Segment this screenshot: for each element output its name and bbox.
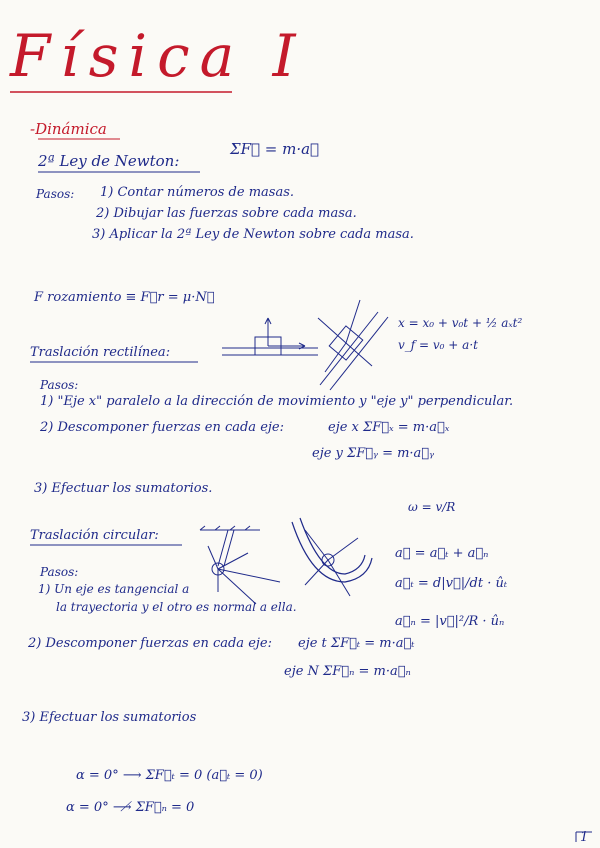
- paso-item: 3) Aplicar la 2ª Ley de Newton sobre cada masa.: [92, 227, 414, 242]
- tangential-acceleration: a⃗ₜ = d|v⃗|/dt · ûₜ: [395, 576, 508, 591]
- eje-x-equation: eje x ΣF⃗ₓ = m·a⃗ₓ: [328, 420, 450, 435]
- page-title: Física I: [10, 22, 306, 90]
- paso-item: 2) Descomponer fuerzas en cada eje:: [28, 636, 272, 651]
- paso-item: la trayectoria y el otro es normal a ella.: [56, 600, 297, 614]
- pasos-label: Pasos:: [40, 565, 79, 579]
- paso-item: 3) Efectuar los sumatorios.: [34, 481, 213, 496]
- newton-law-label: 2ª Ley de Newton:: [38, 152, 180, 170]
- dinamica-heading: -Dinámica: [30, 120, 107, 138]
- normal-acceleration: a⃗ₙ = |v⃗|²/R · ûₙ: [395, 614, 505, 629]
- eje-t-equation: eje t ΣF⃗ₜ = m·a⃗ₜ: [298, 636, 415, 651]
- pasos-label: Pasos:: [36, 187, 75, 201]
- alpha-zero-tangent: α = 0° ⟶ ΣF⃗ₜ = 0 (a⃗ₜ = 0): [76, 768, 263, 783]
- paso-item: 1) Contar números de masas.: [100, 185, 295, 200]
- pasos-label: Pasos:: [40, 378, 79, 392]
- friction-formula: F rozamiento ≡ F⃗r = μ·N⃗: [34, 290, 215, 305]
- eje-y-equation: eje y ΣF⃗ᵧ = m·a⃗ᵧ: [312, 446, 434, 461]
- circular-heading: Traslación circular:: [30, 528, 159, 543]
- paso-item: 2) Descomponer fuerzas en cada eje:: [40, 420, 284, 435]
- paso-item: 1) Un eje es tangencial a: [38, 582, 190, 596]
- page-number: 1: [580, 830, 589, 845]
- velocity-equation: v_f = v₀ + a·t: [398, 338, 478, 352]
- acceleration-total: a⃗ = a⃗ₜ + a⃗ₙ: [395, 546, 489, 561]
- alpha-zero-normal: α = 0° ⟶̸ ΣF⃗ₙ = 0: [66, 800, 195, 815]
- omega-equation: ω = v/R: [408, 500, 456, 514]
- rectilinear-heading: Traslación rectilínea:: [30, 345, 171, 360]
- paso-item: 3) Efectuar los sumatorios: [22, 710, 197, 725]
- paso-item: 1) "Eje x" paralelo a la dirección de movimiento y "eje y" perpendicular.: [40, 394, 514, 409]
- paso-item: 2) Dibujar las fuerzas sobre cada masa.: [96, 206, 357, 221]
- position-equation: x = x₀ + v₀t + ½ aₓt²: [398, 316, 523, 330]
- newton-law-formula: ΣF⃗ = m·a⃗: [230, 140, 320, 158]
- eje-n-equation: eje N ΣF⃗ₙ = m·a⃗ₙ: [284, 664, 411, 679]
